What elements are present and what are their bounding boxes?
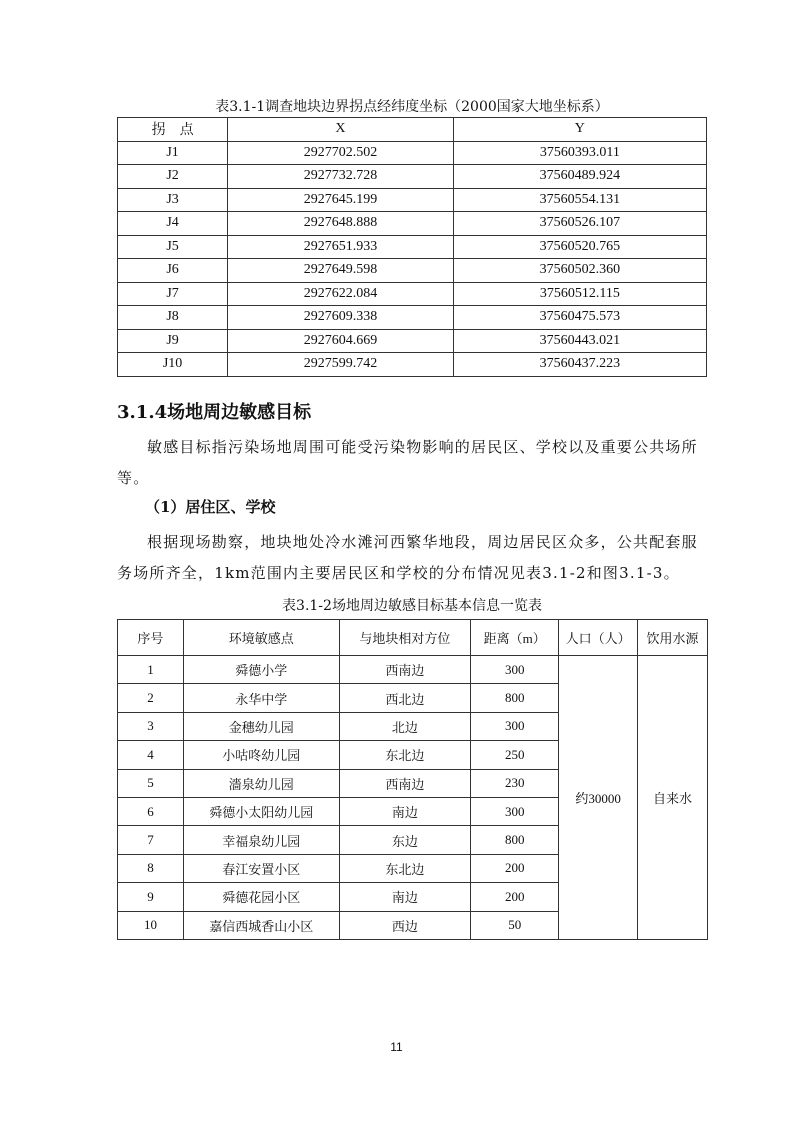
table-cell: 800: [471, 684, 559, 712]
table2-caption: 表3.1-2场地周边敏感目标基本信息一览表: [282, 598, 542, 614]
table-row: [118, 353, 707, 377]
table-row: [118, 329, 707, 353]
column-header: Y: [453, 118, 706, 142]
sensitive-targets-table: [117, 619, 708, 940]
column-header: 拐 点: [118, 118, 228, 142]
table-cell: 2927645.199: [228, 188, 454, 212]
table-cell: 2927651.933: [228, 235, 454, 259]
table-row: [118, 306, 707, 330]
table-cell: 舜德小太阳幼儿园: [183, 797, 339, 825]
table-cell: 37560393.011: [453, 141, 706, 165]
table-cell: 5: [118, 769, 184, 797]
table-cell: 金穗幼儿园: [183, 712, 339, 740]
column-header: 饮用水源: [638, 620, 708, 656]
table-cell: 2927622.084: [228, 282, 454, 306]
table-cell: 2927648.888: [228, 212, 454, 236]
table-cell: 西北边: [339, 684, 471, 712]
table-row: [118, 656, 708, 684]
table-cell: 西南边: [339, 769, 471, 797]
table-cell: 永华中学: [183, 684, 339, 712]
table-cell: 2927702.502: [228, 141, 454, 165]
table-cell: 西南边: [339, 656, 471, 684]
table-cell: 3: [118, 712, 184, 740]
table-cell: 10: [118, 911, 184, 939]
paragraph-survey: 根据现场勘察，地块地处冷水滩河西繁华地段，周边居民区众多，公共配套服务场所齐全，1km范围内主要居民区和学校的分布情况见表3.1-2和图3.1-3。: [117, 533, 698, 582]
table-cell: 南边: [339, 797, 471, 825]
section-heading: 3.1.4场地周边敏感目标: [117, 402, 312, 423]
table-cell: 200: [471, 854, 559, 882]
table-cell: J6: [118, 259, 228, 283]
table-header-row: [118, 620, 708, 656]
table-cell: 9: [118, 883, 184, 911]
coordinates-table: [117, 117, 707, 377]
table-cell: 4: [118, 741, 184, 769]
population-cell: 约30000: [559, 656, 638, 940]
table-cell: 37560437.223: [453, 353, 706, 377]
table-cell: J7: [118, 282, 228, 306]
table-cell: 2927649.598: [228, 259, 454, 283]
table-cell: 37560475.573: [453, 306, 706, 330]
table-cell: 230: [471, 769, 559, 797]
table-cell: 2927604.669: [228, 329, 454, 353]
table-cell: 800: [471, 826, 559, 854]
table-cell: 50: [471, 911, 559, 939]
column-header: 人口（人）: [559, 620, 638, 656]
column-header: 环境敏感点: [183, 620, 339, 656]
table-row: [118, 212, 707, 236]
table-cell: 东边: [339, 826, 471, 854]
paragraph-sensitive-targets: 敏感目标指污染场地周围可能受污染物影响的居民区、学校以及重要公共场所等。: [117, 438, 698, 487]
table-cell: J1: [118, 141, 228, 165]
table-cell: 8: [118, 854, 184, 882]
table-cell: J3: [118, 188, 228, 212]
table-cell: 300: [471, 712, 559, 740]
table-cell: J9: [118, 329, 228, 353]
subheading-residential-schools: （1）居住区、学校: [145, 498, 276, 516]
table-cell: 7: [118, 826, 184, 854]
table1-caption: 表3.1-1调查地块边界拐点经纬度坐标（2000国家大地坐标系）: [215, 99, 609, 115]
table-cell: 37560526.107: [453, 212, 706, 236]
table-cell: J8: [118, 306, 228, 330]
table-cell: 37560512.115: [453, 282, 706, 306]
table-cell: 37560443.021: [453, 329, 706, 353]
table-row: [118, 165, 707, 189]
column-header: 距离（m）: [471, 620, 559, 656]
table-row: [118, 235, 707, 259]
table-cell: 37560489.924: [453, 165, 706, 189]
table-cell: 250: [471, 741, 559, 769]
column-header: 序号: [118, 620, 184, 656]
table-cell: J5: [118, 235, 228, 259]
table-cell: 2927732.728: [228, 165, 454, 189]
table-cell: J4: [118, 212, 228, 236]
column-header: 与地块相对方位: [339, 620, 471, 656]
table-cell: 西边: [339, 911, 471, 939]
table-cell: 300: [471, 797, 559, 825]
table-cell: 南边: [339, 883, 471, 911]
water-source-cell: 自来水: [638, 656, 708, 940]
table-cell: 6: [118, 797, 184, 825]
table-cell: 37560520.765: [453, 235, 706, 259]
table-cell: 北边: [339, 712, 471, 740]
table-cell: 舜德花园小区: [183, 883, 339, 911]
table-row: [118, 282, 707, 306]
column-header: X: [228, 118, 454, 142]
table-cell: 东北边: [339, 741, 471, 769]
table-header-row: [118, 118, 707, 142]
page-number: 11: [390, 1040, 403, 1054]
table-cell: 濇泉幼儿园: [183, 769, 339, 797]
table-cell: 小咕咚幼儿园: [183, 741, 339, 769]
table-cell: 1: [118, 656, 184, 684]
table-cell: J10: [118, 353, 228, 377]
table-cell: 200: [471, 883, 559, 911]
table-cell: 春江安置小区: [183, 854, 339, 882]
table-cell: 幸福泉幼儿园: [183, 826, 339, 854]
table-cell: 2: [118, 684, 184, 712]
table-cell: 37560502.360: [453, 259, 706, 283]
table-row: [118, 188, 707, 212]
table-cell: 2927599.742: [228, 353, 454, 377]
table-cell: 37560554.131: [453, 188, 706, 212]
table-cell: 东北边: [339, 854, 471, 882]
table-row: [118, 141, 707, 165]
table-cell: 2927609.338: [228, 306, 454, 330]
table-cell: 300: [471, 656, 559, 684]
table-cell: J2: [118, 165, 228, 189]
table-cell: 嘉信西城香山小区: [183, 911, 339, 939]
table-row: [118, 259, 707, 283]
table-cell: 舜德小学: [183, 656, 339, 684]
